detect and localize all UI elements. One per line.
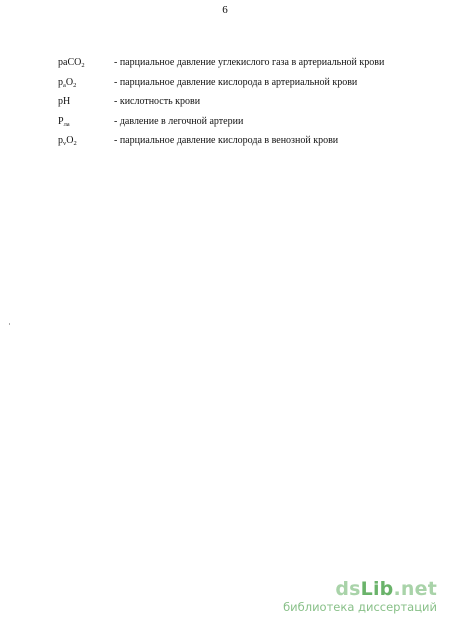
- term-subscript: v: [63, 140, 67, 147]
- term-subscript: 2: [81, 62, 85, 69]
- logo-part-ds: ds: [335, 578, 361, 600]
- watermark-logo[interactable]: [267, 579, 437, 599]
- term-main: P: [58, 115, 64, 127]
- abbreviation-definition: - кислотность крови: [114, 96, 201, 107]
- term-subscript: a: [63, 81, 66, 89]
- scan-artifact: [9, 323, 10, 325]
- abbreviation-row: [58, 95, 428, 115]
- abbreviation-list: [58, 56, 428, 154]
- abbreviation-definition: - парциальное давление углекислого газа в артериальной крови: [114, 57, 385, 68]
- term-subscript-2: 2: [73, 81, 77, 89]
- term-main: paCO: [58, 57, 82, 68]
- abbreviation-row: [58, 56, 428, 76]
- abbreviation-row: [58, 134, 428, 154]
- abbreviation-term: [58, 76, 114, 90]
- term-subscript-2: 2: [73, 140, 77, 147]
- term-subscript: ла: [63, 120, 70, 128]
- abbreviation-term: [58, 56, 114, 70]
- term-tail: O: [66, 135, 74, 146]
- logo-part-lib: Lib: [360, 578, 394, 600]
- abbreviation-term: [58, 115, 114, 129]
- watermark-tagline: библиотека диссертаций: [283, 600, 437, 614]
- term-main: p: [58, 135, 63, 146]
- abbreviation-term: [58, 95, 114, 109]
- term-tail: O: [65, 76, 74, 88]
- abbreviation-definition: - давление в легочной артерии: [114, 115, 244, 127]
- abbreviation-row: [58, 115, 428, 135]
- abbreviation-term: [58, 134, 114, 148]
- logo-part-net: .net: [393, 578, 437, 600]
- term-main: pH: [58, 96, 71, 107]
- term-main: p: [58, 76, 63, 88]
- abbreviation-row: [58, 76, 428, 96]
- abbreviation-definition: - парциальное давление кислорода в артериальной крови: [114, 76, 358, 88]
- abbreviation-definition: - парциальное давление кислорода в венозной крови: [114, 135, 339, 146]
- watermark[interactable]: [267, 579, 437, 614]
- page-number: 6: [222, 4, 228, 16]
